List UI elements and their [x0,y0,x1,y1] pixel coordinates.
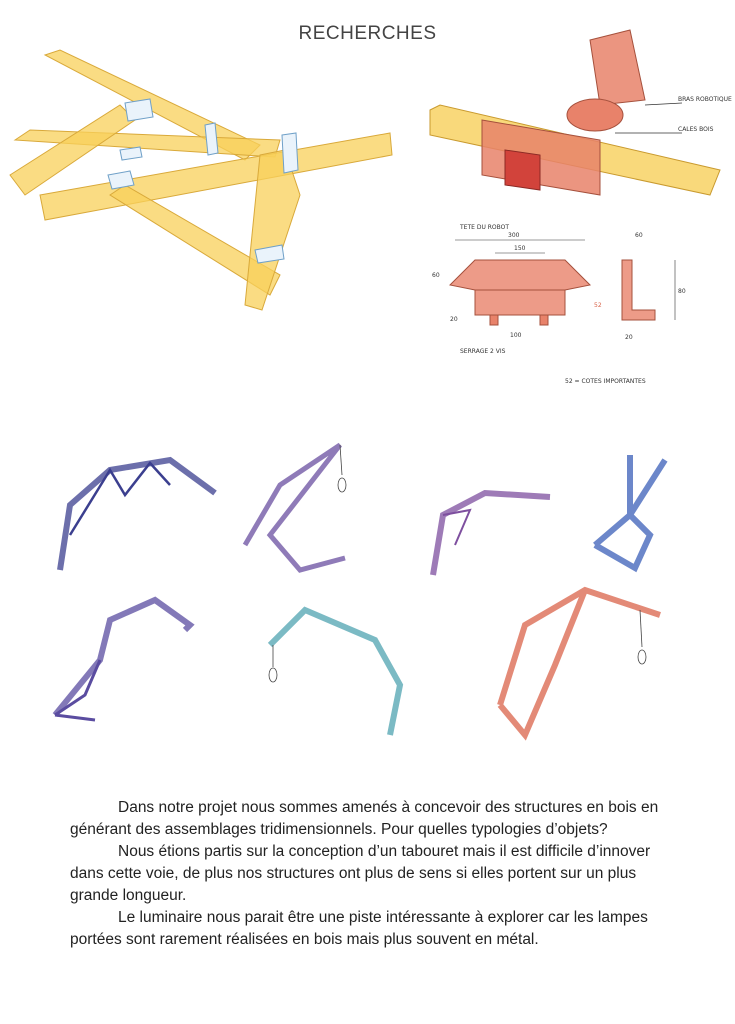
legend-note: 52 = COTES IMPORTANTES [565,378,646,385]
base-offset-dim: 20 [450,316,458,323]
timber-joint-sketch [0,45,400,325]
lamp-sketch-blue-small [590,450,670,575]
lamp-sketch-violet [240,440,360,580]
page-title: RECHERCHES [298,22,437,44]
wood-shim-label: CALES BOIS [678,126,714,133]
robot-head-label: TETE DU ROBOT [460,224,510,231]
side-height-dim: 80 [678,288,686,295]
lamp-sketch-orange [495,585,670,745]
height-left-dim: 60 [432,272,440,279]
lamp-sketch-blue [50,445,225,580]
tolerance-dim: 52 [594,302,602,309]
body-text [70,797,670,951]
side-width-dim: 20 [625,334,633,341]
width-total-dim: 300 [508,232,520,239]
screw-label: SERRAGE 2 VIS [460,348,506,355]
lamp-sketch-cyan [265,605,425,740]
technical-drawing [430,215,690,395]
base-dim: 100 [510,332,522,339]
robot-arm-label: BRAS ROBOTIQUE [678,96,732,103]
width-inner-dim: 150 [514,245,526,252]
paragraph-1: Dans notre projet nous sommes amenés à concevoir des structures en bois en générant des assemblages tridimensionnels. Pour quelles typologies d’objets? [70,799,659,838]
paragraph-3: Le luminaire nous parait être une piste intéressante à explorer car les lampes portées sont rarement réalisées en bois mais plus souvent en métal. [70,909,648,948]
depth-top-dim: 60 [635,232,643,239]
lamp-sketch-purple [425,485,555,580]
lamp-sketch-indigo [45,595,205,735]
paragraph-2: Nous étions partis sur la conception d’un tabouret mais il est difficile d’innover dans cette voie, de plus nos structures ont plus de sens si elles portent sur un plus grande longueur. [70,843,651,904]
robot-head-sketch [420,25,732,215]
